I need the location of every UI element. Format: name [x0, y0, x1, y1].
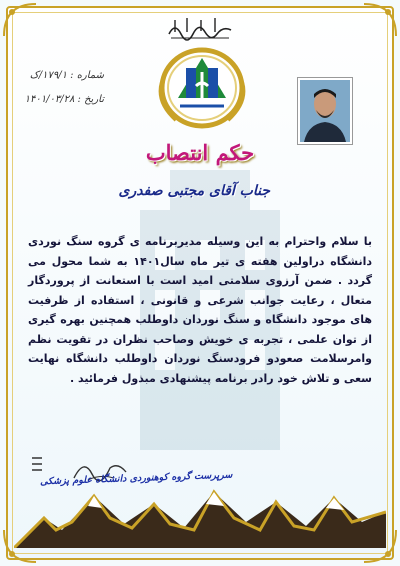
reference-info [14, 64, 104, 112]
check-marks-icon [30, 454, 48, 474]
portrait-photo [298, 78, 352, 144]
recipient-name: جناب آقای مجتبی صفدری [118, 183, 270, 199]
mountain-range-icon [14, 478, 386, 548]
reference-number: شماره : ۱۷۹/۱/ک [29, 70, 104, 81]
person-icon [300, 80, 350, 142]
appointment-body: با سلام واحترام به این وسیله مدیربرنامه ی گروه سنگ نوردی دانشگاه دراولین هفته ی تیر ماه سال۱۴۰۱ به شما محول می گردد . ضمن آرزوی سلامتی امید است با استعانت از پروردگار متعال ، رعایت جوانب شرعی و قانونی ، استفاده از ظرفیت های موجود دانشگاه و سنگ نوردان داوطلب همچنین بهره گیری از توان علمی ، تجربه ی خویش وصاحب نظران در تقویت نظم وامرسلامت صعودو فرودسنگ نوردان داوطلب دانشگاه نهایت سعی و تلاش خود رادر برنامه پیشنهادی مبذول فرمائید . [28, 235, 372, 385]
corner-ornament-icon [2, 2, 38, 38]
corner-ornament-icon [362, 2, 398, 38]
university-emblem-icon [156, 42, 248, 134]
reference-date: تاریخ : ۱۴۰۱/۰۳/۲۸ [24, 94, 104, 105]
signature-title: سرپرست گروه کوهنوردی دانشگاه علوم پزشکی [39, 469, 233, 488]
basmala-calligraphy-icon [165, 14, 235, 42]
page-title: حکم انتصاب [145, 140, 255, 165]
